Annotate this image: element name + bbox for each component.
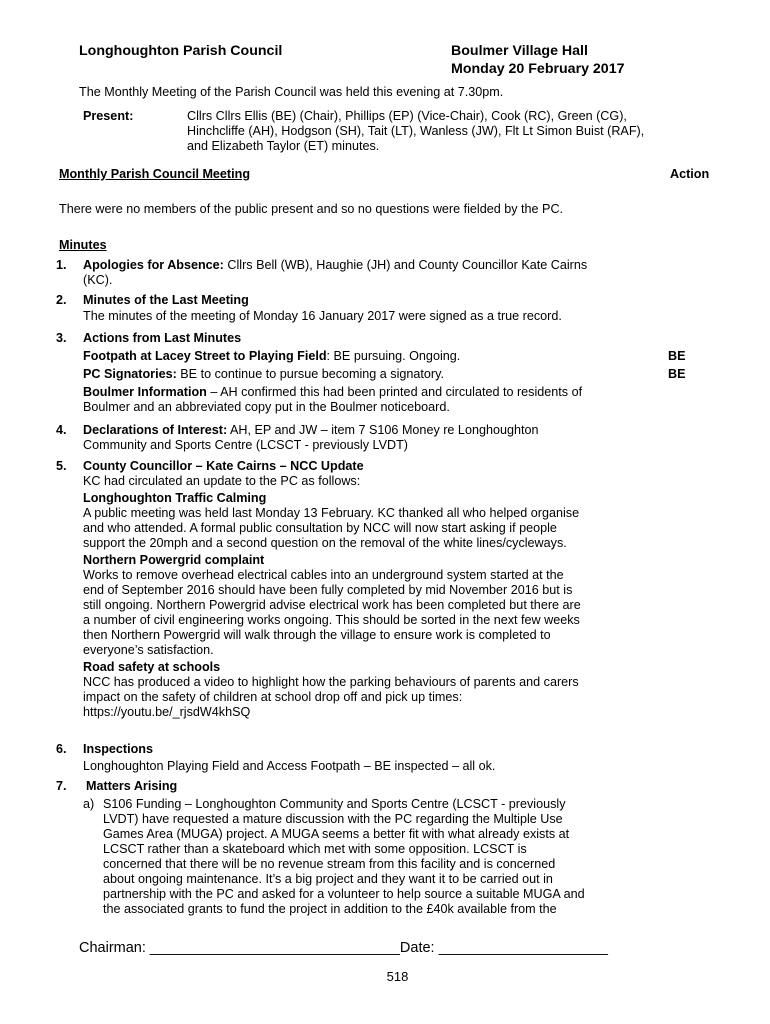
- subheading: Longhoughton Traffic Calming: [83, 491, 267, 505]
- action-owner: BE: [668, 367, 686, 381]
- item-text: (KC).: [83, 273, 113, 287]
- item-number: 5.: [56, 459, 67, 473]
- item-number: 1.: [56, 258, 67, 272]
- section-title: Monthly Parish Council Meeting: [59, 167, 251, 181]
- date-field: _____________________: [438, 940, 608, 956]
- item-number: 2.: [56, 293, 67, 307]
- item-text: Cllrs Bell (WB), Haughie (JH) and County Councillor Kate Cairns: [223, 258, 588, 272]
- present-line: Cllrs Cllrs Ellis (BE) (Chair), Phillips (EP) (Vice-Chair), Cook (RC), Green (CG),: [187, 109, 627, 123]
- action-owner: BE: [668, 349, 686, 363]
- council-name: Longhoughton Parish Council: [79, 43, 283, 59]
- item-inspections: [83, 742, 653, 774]
- item-label: PC Signatories:: [83, 367, 177, 381]
- item-county-councillor: [83, 459, 653, 720]
- item-number: 7.: [56, 779, 67, 793]
- item-text: still ongoing. Northern Powergrid advise electrical work has been completed but there are: [83, 598, 581, 612]
- item-text: Works to remove overhead electrical cables into an underground system started at the: [83, 568, 564, 582]
- item-text: S106 Funding – Longhoughton Community and Sports Centre (LCSCT - previously: [103, 797, 566, 811]
- public-note: There were no members of the public present and so no questions were fielded by the PC.: [59, 202, 564, 216]
- item-label: Boulmer Information: [83, 385, 207, 399]
- item-last-minutes: [83, 293, 653, 324]
- list-marker: a): [83, 797, 95, 811]
- item-text: AH, EP and JW – item 7 S106 Money re Longhoughton: [227, 423, 539, 437]
- item-text: then Northern Powergrid will walk through the village to ensure work is completed to: [83, 628, 551, 642]
- item-text: KC had circulated an update to the PC as follows:: [83, 474, 361, 488]
- page-number: 518: [386, 969, 409, 984]
- item-text: a number of civil engineering works ongoing. This should be sorted in the next few weeks: [83, 613, 580, 627]
- present-label: Present:: [83, 109, 134, 123]
- item-declarations: [83, 423, 653, 453]
- minutes-title: Minutes: [59, 238, 107, 252]
- intro-text: The Monthly Meeting of the Parish Council was held this evening at 7.30pm.: [79, 85, 504, 99]
- subheading: Road safety at schools: [83, 660, 221, 674]
- item-title: Actions from Last Minutes: [83, 331, 242, 345]
- item-text: Community and Sports Centre (LCSCT - previously LVDT): [83, 438, 408, 452]
- venue: Boulmer Village Hall: [451, 43, 588, 59]
- item-text: the associated grants to fund the project in addition to the £40k available from the: [103, 902, 557, 916]
- item-title: Inspections: [83, 742, 153, 756]
- item-text: LCSCT rather than a skateboard which met with some opposition. LCSCT is: [103, 842, 527, 856]
- item-text: – AH confirmed this had been printed and circulated to residents of: [206, 385, 583, 399]
- item-title: Matters Arising: [86, 779, 178, 793]
- item-text: partnership with the PC and asked for a volunteer to help source a suitable MUGA and: [103, 887, 585, 901]
- item-text: and who attended. A formal public consultation by NCC will now start asking if people: [83, 521, 557, 535]
- item-title: County Councillor – Kate Cairns – NCC Update: [83, 459, 364, 473]
- item-number: 3.: [56, 331, 67, 345]
- item-number: 6.: [56, 742, 67, 756]
- item-text: support the 20mph and a second question on the removal of the white lines/cycleways.: [83, 536, 567, 550]
- item-label: Footpath at Lacey Street to Playing Field: [83, 349, 327, 363]
- item-title: Minutes of the Last Meeting: [83, 293, 249, 307]
- signature-line: [79, 941, 608, 956]
- chairman-label: Chairman:: [79, 940, 146, 956]
- meeting-date: Monday 20 February 2017: [451, 61, 625, 77]
- item-text: BE to continue to pursue becoming a signatory.: [176, 367, 444, 381]
- item-text: A public meeting was held last Monday 13 February. KC thanked all who helped organise: [83, 506, 580, 520]
- item-text: end of September 2016 should have been fully completed by mid November 2016 but is: [83, 583, 573, 597]
- date-label: Date:: [399, 940, 435, 956]
- present-line: Hinchcliffe (AH), Hodgson (SH), Tait (LT), Wanless (JW), Flt Lt Simon Buist (RAF),: [187, 124, 645, 138]
- item-text: NCC has produced a video to highlight how the parking behaviours of parents and carers: [83, 675, 579, 689]
- video-link[interactable]: https://youtu.be/_rjsdW4khSQ: [83, 705, 251, 719]
- item-text: The minutes of the meeting of Monday 16 January 2017 were signed as a true record.: [83, 309, 562, 323]
- item-text: everyone’s satisfaction.: [83, 643, 214, 657]
- item-text: LVDT) have requested a mature discussion with the PC regarding the Multiple Use: [103, 812, 563, 826]
- item-actions: [83, 331, 653, 415]
- item-text: impact on the safety of children at school drop off and pick up times:: [83, 690, 463, 704]
- item-text: about ongoing maintenance. It’s a big project and they want it to be carried out in: [103, 872, 553, 886]
- item-text: : BE pursuing. Ongoing.: [326, 349, 461, 363]
- item-matters-arising: [103, 797, 663, 917]
- item-text: Longhoughton Playing Field and Access Footpath – BE inspected – all ok.: [83, 759, 496, 773]
- action-column-title: Action: [670, 167, 710, 181]
- item-text: Games Area (MUGA) project. A MUGA seems a better fit with what already exists at: [103, 827, 570, 841]
- item-label: Apologies for Absence:: [83, 258, 224, 272]
- subheading: Northern Powergrid complaint: [83, 553, 265, 567]
- item-number: 4.: [56, 423, 67, 437]
- item-text: concerned that there will be no revenue stream from this facility and is concerned: [103, 857, 556, 871]
- item-label: Declarations of Interest:: [83, 423, 228, 437]
- present-line: and Elizabeth Taylor (ET) minutes.: [187, 139, 380, 153]
- present-list: [187, 109, 747, 154]
- item-apologies: [83, 258, 653, 288]
- chairman-signature-field: _______________________________: [149, 940, 400, 956]
- item-text: Boulmer and an abbreviated copy put in the Boulmer noticeboard.: [83, 400, 450, 414]
